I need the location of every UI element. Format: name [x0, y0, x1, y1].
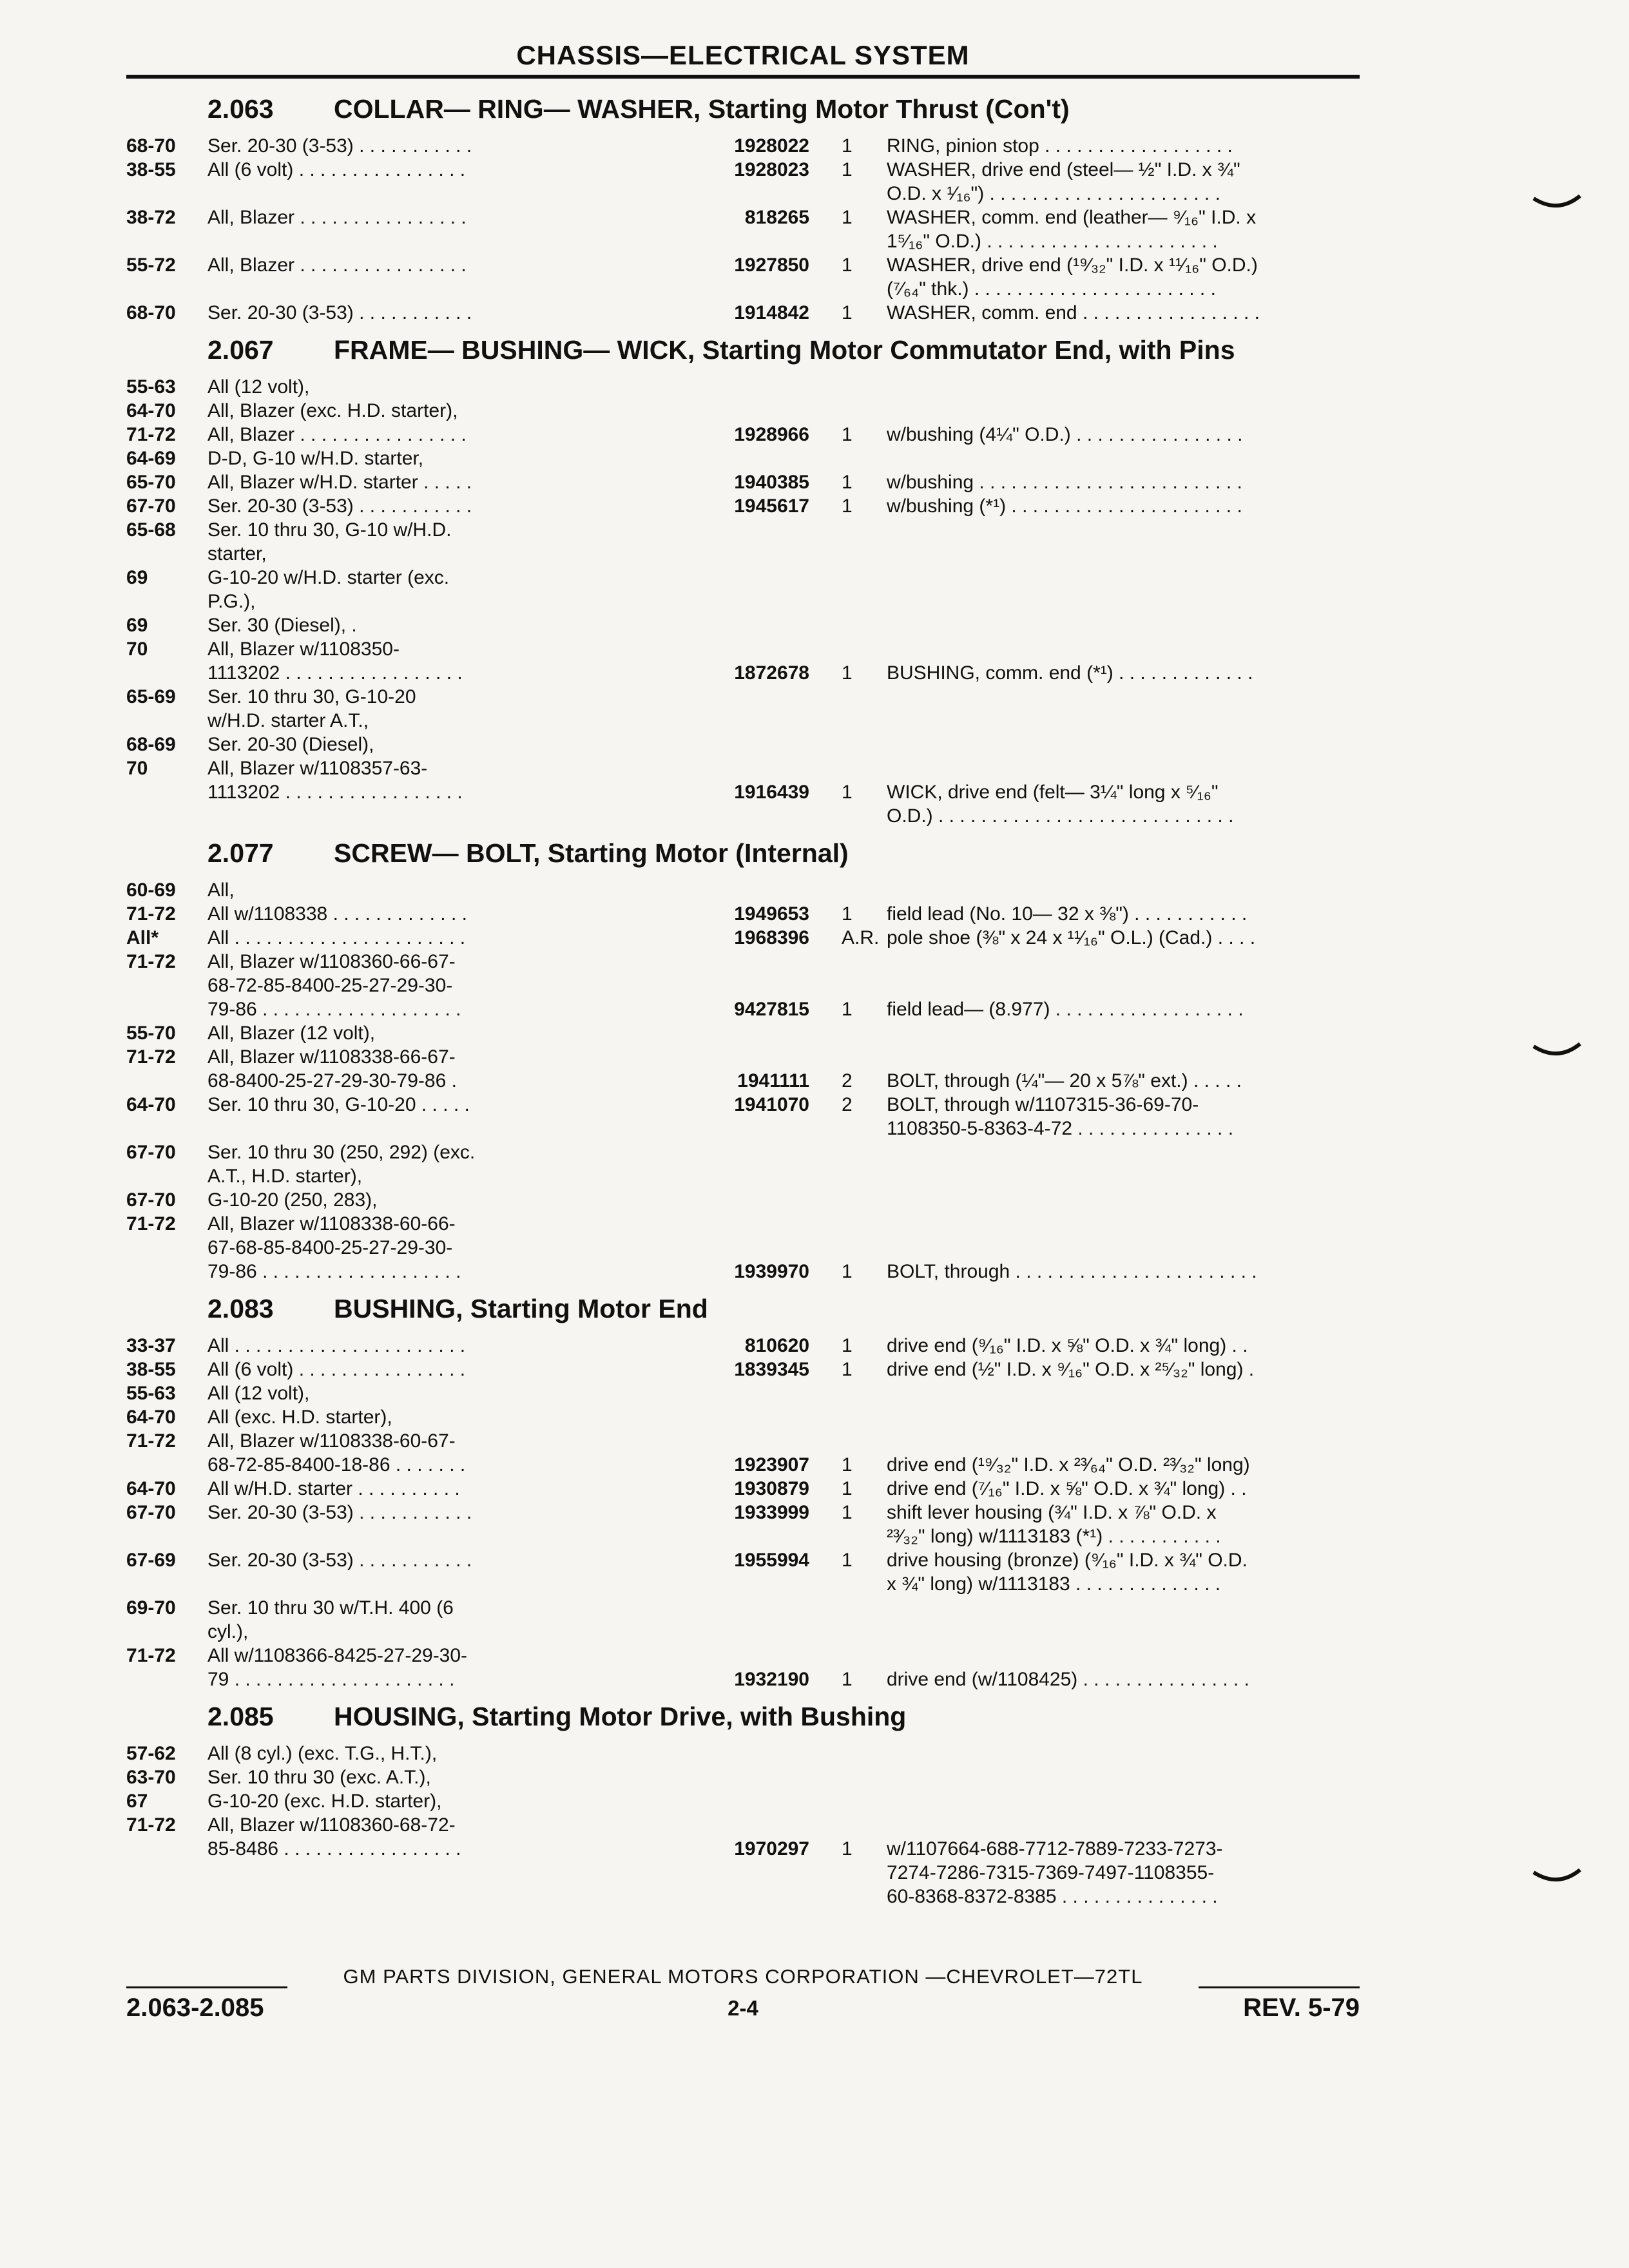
model-years: 71-72 [126, 903, 176, 925]
model-years: 71-72 [126, 1046, 176, 1068]
description: drive end (⁹⁄₁₆" I.D. x ⅝" O.D. x ¾" long) . . [887, 1335, 1248, 1356]
description: BOLT, through w/1107315-36-69-70- [887, 1094, 1199, 1115]
parts-row [126, 253, 1360, 277]
part-number: 1930879 [734, 1478, 809, 1499]
description: BOLT, through (¼"— 20 x 5⅞" ext.) . . . . . [887, 1070, 1242, 1091]
part-number: 1939970 [734, 1261, 809, 1282]
quantity: 1 [842, 999, 853, 1020]
quantity: 1 [842, 302, 853, 323]
model-years: 64-69 [126, 448, 176, 469]
parts-row [126, 613, 1360, 637]
application: Ser. 20-30 (Diesel), [207, 734, 374, 755]
parts-row [126, 926, 1360, 950]
parts-row [126, 1188, 1360, 1212]
application: All, Blazer (exc. H.D. starter), [207, 400, 458, 421]
part-number: 1839345 [734, 1359, 809, 1380]
page-title: CHASSIS—ELECTRICAL SYSTEM [516, 40, 970, 70]
quantity: 2 [842, 1070, 853, 1091]
model-years: 71-72 [126, 1814, 176, 1836]
parts-row [126, 1596, 1360, 1620]
parts-row [126, 1620, 1360, 1644]
parts-row [126, 423, 1360, 447]
application: All, Blazer . . . . . . . . . . . . . . . . [207, 255, 467, 276]
model-years: 71-72 [126, 951, 176, 972]
model-years: All* [126, 927, 159, 948]
quantity: A.R. [842, 927, 880, 948]
application: Ser. 20-30 (3-53) . . . . . . . . . . . [207, 1502, 472, 1523]
model-years: 38-55 [126, 1359, 176, 1380]
model-years: 38-72 [126, 207, 176, 228]
description: drive housing (bronze) (⁹⁄₁₆" I.D. x ¾" O.D. [887, 1550, 1248, 1571]
parts-row [126, 1236, 1360, 1260]
parts-row [126, 1212, 1360, 1236]
section-heading [126, 325, 1360, 375]
model-years: 55-63 [126, 376, 176, 398]
part-number: 1968396 [734, 927, 809, 948]
part-number: 818265 [744, 207, 809, 228]
application: Ser. 20-30 (3-53) . . . . . . . . . . . [207, 302, 472, 323]
quantity: 1 [842, 1550, 853, 1571]
parts-row [126, 1742, 1360, 1765]
application: 79 . . . . . . . . . . . . . . . . . . . . . [207, 1669, 455, 1690]
model-years: 55-72 [126, 255, 176, 276]
part-number: 1923907 [734, 1454, 809, 1475]
application: G-10-20 w/H.D. starter (exc. [207, 567, 450, 588]
quantity: 1 [842, 1359, 853, 1380]
application: 1113202 . . . . . . . . . . . . . . . . . [207, 662, 463, 684]
section-number: 2.067 [207, 335, 274, 365]
application: 68-72-85-8400-25-27-29-30- [207, 975, 453, 996]
quantity: 1 [842, 1335, 853, 1356]
application: All, Blazer w/1108360-68-72- [207, 1814, 456, 1836]
model-years: 63-70 [126, 1767, 176, 1788]
application: All, Blazer . . . . . . . . . . . . . . . . [207, 207, 467, 228]
application: 79-86 . . . . . . . . . . . . . . . . . . . [207, 999, 461, 1020]
application: All, Blazer w/1108357-63- [207, 758, 428, 779]
parts-row [126, 974, 1360, 997]
section-title: BUSHING, Starting Motor End [334, 1294, 708, 1323]
model-years: 57-62 [126, 1743, 176, 1764]
parts-row [126, 494, 1360, 518]
application: 85-8486 . . . . . . . . . . . . . . . . . [207, 1838, 461, 1860]
part-number: 1916439 [734, 782, 809, 803]
parts-row [126, 470, 1360, 494]
description: w/1107664-688-7712-7889-7233-7273- [887, 1838, 1223, 1860]
section-heading [126, 84, 1360, 134]
application: All, Blazer w/H.D. starter . . . . . [207, 472, 472, 493]
model-years: 55-63 [126, 1383, 176, 1404]
application: All (6 volt) . . . . . . . . . . . . . . . . [207, 159, 466, 180]
parts-row [126, 997, 1360, 1021]
description: O.D.) . . . . . . . . . . . . . . . . . . . . . . . . . . . . [887, 805, 1234, 827]
model-years: 69-70 [126, 1597, 176, 1619]
section-number: 2.077 [207, 838, 274, 868]
binder-hole-mark [1532, 195, 1581, 210]
parts-row [126, 902, 1360, 926]
application: All, Blazer w/1108338-60-67- [207, 1430, 456, 1452]
section-number: 2.063 [207, 94, 274, 124]
part-number: 1970297 [734, 1838, 809, 1860]
description: BUSHING, comm. end (*¹) . . . . . . . . . . . . . [887, 662, 1253, 684]
part-number: 1932190 [734, 1669, 809, 1690]
section-heading [126, 1283, 1360, 1334]
parts-row [126, 1572, 1360, 1596]
description: pole shoe (⅜" x 24 x ¹¹⁄₁₆" O.L.) (Cad.) . . . . [887, 927, 1256, 948]
parts-row [126, 685, 1360, 709]
application: All (12 volt), [207, 376, 310, 398]
parts-row [126, 1789, 1360, 1813]
description: WASHER, comm. end (leather— ⁹⁄₁₆" I.D. x [887, 207, 1257, 228]
part-number: 1949653 [734, 903, 809, 925]
application: All . . . . . . . . . . . . . . . . . . . . . . [207, 927, 466, 948]
parts-row [126, 375, 1360, 399]
application: All, Blazer w/1108338-60-66- [207, 1213, 456, 1235]
application: G-10-20 (250, 283), [207, 1189, 378, 1211]
application: All, Blazer . . . . . . . . . . . . . . . . [207, 424, 467, 445]
section-title: HOUSING, Starting Motor Drive, with Bushing [334, 1702, 907, 1731]
part-number: 1928022 [734, 135, 809, 157]
parts-row [126, 1358, 1360, 1381]
parts-row [126, 206, 1360, 229]
application: 1113202 . . . . . . . . . . . . . . . . . [207, 782, 463, 803]
section-title: FRAME— BUSHING— WICK, Starting Motor Commutator End, with Pins [334, 335, 1235, 365]
parts-row [126, 1861, 1360, 1885]
parts-row [126, 878, 1360, 902]
model-years: 67-70 [126, 1189, 176, 1211]
part-number: 9427815 [734, 999, 809, 1020]
application: Ser. 10 thru 30 (exc. A.T.), [207, 1767, 431, 1788]
description: w/bushing (4¼" O.D.) . . . . . . . . . . . . . . . . [887, 424, 1243, 445]
description: WASHER, drive end (¹⁹⁄₃₂" I.D. x ¹¹⁄₁₆" O.D.) [887, 255, 1258, 276]
quantity: 1 [842, 1669, 853, 1690]
parts-row [126, 1093, 1360, 1117]
parts-row [126, 1765, 1360, 1789]
parts-row [126, 399, 1360, 423]
part-number: 1928966 [734, 424, 809, 445]
model-years: 65-70 [126, 472, 176, 493]
section-title: COLLAR— RING— WASHER, Starting Motor Thrust (Con't) [334, 94, 1070, 124]
model-years: 68-70 [126, 135, 176, 157]
application: A.T., H.D. starter), [207, 1166, 363, 1187]
model-years: 67-70 [126, 495, 176, 517]
parts-row [126, 1524, 1360, 1548]
application: All, [207, 879, 235, 901]
model-years: 68-70 [126, 302, 176, 323]
parts-row [126, 1405, 1360, 1429]
model-years: 67-70 [126, 1502, 176, 1523]
model-years: 64-70 [126, 1478, 176, 1499]
part-number: 1928023 [734, 159, 809, 180]
parts-row [126, 301, 1360, 325]
parts-row [126, 1069, 1360, 1093]
description: O.D. x ¹⁄₁₆") . . . . . . . . . . . . . . . . . . . . . . [887, 183, 1220, 204]
application: Ser. 10 thru 30, G-10-20 [207, 686, 416, 707]
parts-row [126, 1429, 1360, 1453]
model-years: 67 [126, 1791, 148, 1812]
description: 1108350-5-8363-4-72 . . . . . . . . . . . . . . . [887, 1118, 1234, 1139]
model-years: 70 [126, 758, 148, 779]
part-number: 1945617 [734, 495, 809, 517]
parts-row [126, 637, 1360, 661]
header-rule [126, 75, 1360, 79]
quantity: 1 [842, 472, 853, 493]
quantity: 1 [842, 207, 853, 228]
application: All (12 volt), [207, 1383, 310, 1404]
parts-row [126, 1381, 1360, 1405]
parts-row [126, 1164, 1360, 1188]
description: RING, pinion stop . . . . . . . . . . . . . . . . . . [887, 135, 1233, 157]
parts-row [126, 1885, 1360, 1908]
description: shift lever housing (¾" I.D. x ⅞" O.D. x [887, 1502, 1217, 1523]
quantity: 1 [842, 424, 853, 445]
application: w/H.D. starter A.T., [207, 710, 369, 731]
application: starter, [207, 543, 267, 564]
description: 60-8368-8372-8385 . . . . . . . . . . . . . . . [887, 1886, 1218, 1907]
section-number: 2.085 [207, 1702, 274, 1731]
application: P.G.), [207, 591, 256, 612]
parts-row [126, 804, 1360, 828]
model-years: 67-69 [126, 1550, 176, 1571]
application: All, Blazer w/1108360-66-67- [207, 951, 456, 972]
application: 68-72-85-8400-18-86 . . . . . . . [207, 1454, 466, 1475]
application: cyl.), [207, 1621, 249, 1642]
model-years: 69 [126, 615, 148, 636]
part-number: 1933999 [734, 1502, 809, 1523]
part-number: 810620 [744, 1335, 809, 1356]
page-number: 2-4 [728, 1996, 758, 2020]
section-heading [126, 1691, 1360, 1742]
description: WASHER, comm. end . . . . . . . . . . . . . . . . . [887, 302, 1260, 323]
application: D-D, G-10 w/H.D. starter, [207, 448, 424, 469]
footer-publisher: GM PARTS DIVISION, GENERAL MOTORS CORPORATION —CHEVROLET—72TL [343, 1965, 1143, 1988]
application: Ser. 10 thru 30, G-10-20 . . . . . [207, 1094, 470, 1115]
parts-row [126, 1021, 1360, 1045]
parts-row [126, 1837, 1360, 1861]
quantity: 1 [842, 662, 853, 684]
application: All . . . . . . . . . . . . . . . . . . . . . . [207, 1335, 466, 1356]
description: drive end (w/1108425) . . . . . . . . . . . . . . . . [887, 1669, 1250, 1690]
application: Ser. 10 thru 30 w/T.H. 400 (6 [207, 1597, 454, 1619]
model-years: 33-37 [126, 1335, 176, 1356]
parts-row [126, 590, 1360, 613]
application: All, Blazer (12 volt), [207, 1023, 376, 1044]
model-years: 71-72 [126, 1645, 176, 1666]
parts-row [126, 1045, 1360, 1069]
quantity: 1 [842, 1454, 853, 1475]
model-years: 71-72 [126, 1213, 176, 1235]
parts-row [126, 182, 1360, 206]
parts-catalog [126, 84, 1360, 1908]
quantity: 1 [842, 1502, 853, 1523]
quantity: 1 [842, 1838, 853, 1860]
description: WICK, drive end (felt— 3¼" long x ⁵⁄₁₆" [887, 782, 1219, 803]
parts-row [126, 1334, 1360, 1358]
application: All, Blazer w/1108338-66-67- [207, 1046, 456, 1068]
parts-row [126, 733, 1360, 756]
application: Ser. 20-30 (3-53) . . . . . . . . . . . [207, 495, 472, 517]
parts-row [126, 277, 1360, 301]
parts-row [126, 1117, 1360, 1140]
model-years: 60-69 [126, 879, 176, 901]
model-years: 67-70 [126, 1142, 176, 1163]
description: (⁷⁄₆₄" thk.) . . . . . . . . . . . . . . . . . . . . . . . [887, 278, 1216, 300]
model-years: 71-72 [126, 424, 176, 445]
description: field lead— (8.977) . . . . . . . . . . . . . . . . . . [887, 999, 1244, 1020]
part-number: 1941070 [734, 1094, 809, 1115]
section-number: 2.083 [207, 1294, 274, 1323]
model-years: 71-72 [126, 1430, 176, 1452]
application: Ser. 20-30 (3-53) . . . . . . . . . . . [207, 1550, 472, 1571]
section-heading [126, 828, 1360, 878]
application: 68-8400-25-27-29-30-79-86 . [207, 1070, 457, 1091]
description: BOLT, through . . . . . . . . . . . . . . . . . . . . . . . [887, 1261, 1257, 1282]
description: x ¾" long) w/1113183 . . . . . . . . . . . . . . [887, 1573, 1221, 1595]
description: w/bushing (*¹) . . . . . . . . . . . . . . . . . . . . . . [887, 495, 1242, 517]
quantity: 1 [842, 135, 853, 157]
parts-row [126, 709, 1360, 733]
footer-revision: REV. 5-79 [1243, 1994, 1360, 2022]
quantity: 1 [842, 1261, 853, 1282]
parts-row [126, 1477, 1360, 1501]
model-years: 64-70 [126, 1094, 176, 1115]
parts-row [126, 1260, 1360, 1283]
parts-row [126, 542, 1360, 566]
parts-row [126, 1140, 1360, 1164]
parts-row [126, 229, 1360, 253]
description: drive end (½" I.D. x ⁹⁄₁₆" O.D. x ²⁵⁄₃₂" long) . [887, 1359, 1255, 1380]
model-years: 69 [126, 567, 148, 588]
parts-row [126, 566, 1360, 590]
parts-row [126, 447, 1360, 470]
description: ²³⁄₃₂" long) w/1113183 (*¹) . . . . . . . . . . . [887, 1526, 1221, 1547]
description: drive end (⁷⁄₁₆" I.D. x ⅝" O.D. x ¾" long) . . [887, 1478, 1247, 1499]
quantity: 1 [842, 495, 853, 517]
description: drive end (¹⁹⁄₃₂" I.D. x ²³⁄₆₄" O.D. ²³⁄₃₂" long) [887, 1454, 1250, 1475]
description: field lead (No. 10— 32 x ⅜") . . . . . . . . . . . [887, 903, 1248, 925]
parts-row [126, 780, 1360, 804]
application: 79-86 . . . . . . . . . . . . . . . . . . . [207, 1261, 461, 1282]
model-years: 65-69 [126, 686, 176, 707]
parts-row [126, 1453, 1360, 1477]
model-years: 65-68 [126, 519, 176, 541]
parts-row [126, 134, 1360, 158]
application: All (exc. H.D. starter), [207, 1407, 392, 1428]
application: All (8 cyl.) (exc. T.G., H.T.), [207, 1743, 438, 1764]
application: All w/1108366-8425-27-29-30- [207, 1645, 468, 1666]
part-number: 1927850 [734, 255, 809, 276]
parts-row [126, 1813, 1360, 1837]
parts-row [126, 518, 1360, 542]
application: All w/H.D. starter . . . . . . . . . . [207, 1478, 460, 1499]
application: Ser. 10 thru 30 (250, 292) (exc. [207, 1142, 476, 1163]
parts-row [126, 1667, 1360, 1691]
model-years: 64-70 [126, 1407, 176, 1428]
description: WASHER, drive end (steel— ½" I.D. x ¾" [887, 159, 1240, 180]
part-number: 1940385 [734, 472, 809, 493]
model-years: 70 [126, 639, 148, 660]
part-number: 1914842 [734, 302, 809, 323]
parts-row [126, 950, 1360, 974]
quantity: 1 [842, 1478, 853, 1499]
description: 1⁵⁄₁₆" O.D.) . . . . . . . . . . . . . . . . . . . . . . [887, 231, 1218, 252]
quantity: 1 [842, 159, 853, 180]
parts-row [126, 756, 1360, 780]
application: Ser. 20-30 (3-53) . . . . . . . . . . . [207, 135, 472, 157]
model-years: 64-70 [126, 400, 176, 421]
section-title: SCREW— BOLT, Starting Motor (Internal) [334, 838, 849, 868]
description: 7274-7286-7315-7369-7497-1108355- [887, 1862, 1215, 1883]
model-years: 55-70 [126, 1023, 176, 1044]
part-number: 1872678 [734, 662, 809, 684]
application: G-10-20 (exc. H.D. starter), [207, 1791, 442, 1812]
model-years: 38-55 [126, 159, 176, 180]
binder-hole-mark [1532, 1869, 1581, 1884]
application: 67-68-85-8400-25-27-29-30- [207, 1237, 453, 1258]
application: Ser. 10 thru 30, G-10 w/H.D. [207, 519, 452, 541]
parts-row [126, 1548, 1360, 1572]
quantity: 1 [842, 255, 853, 276]
application: All (6 volt) . . . . . . . . . . . . . . . . [207, 1359, 466, 1380]
parts-row [126, 1501, 1360, 1524]
binder-hole-mark [1532, 1043, 1581, 1058]
footer-section-range: 2.063-2.085 [126, 1994, 264, 2022]
application: Ser. 30 (Diesel), . [207, 615, 357, 636]
part-number: 1941111 [737, 1070, 809, 1091]
application: All, Blazer w/1108350- [207, 639, 400, 660]
quantity: 1 [842, 903, 853, 925]
part-number: 1955994 [734, 1550, 809, 1571]
parts-row [126, 661, 1360, 685]
parts-row [126, 1644, 1360, 1667]
parts-row [126, 158, 1360, 182]
description: w/bushing . . . . . . . . . . . . . . . . . . . . . . . . . [887, 472, 1242, 493]
quantity: 1 [842, 782, 853, 803]
model-years: 68-69 [126, 734, 176, 755]
application: All w/1108338 . . . . . . . . . . . . . [207, 903, 467, 925]
quantity: 2 [842, 1094, 853, 1115]
